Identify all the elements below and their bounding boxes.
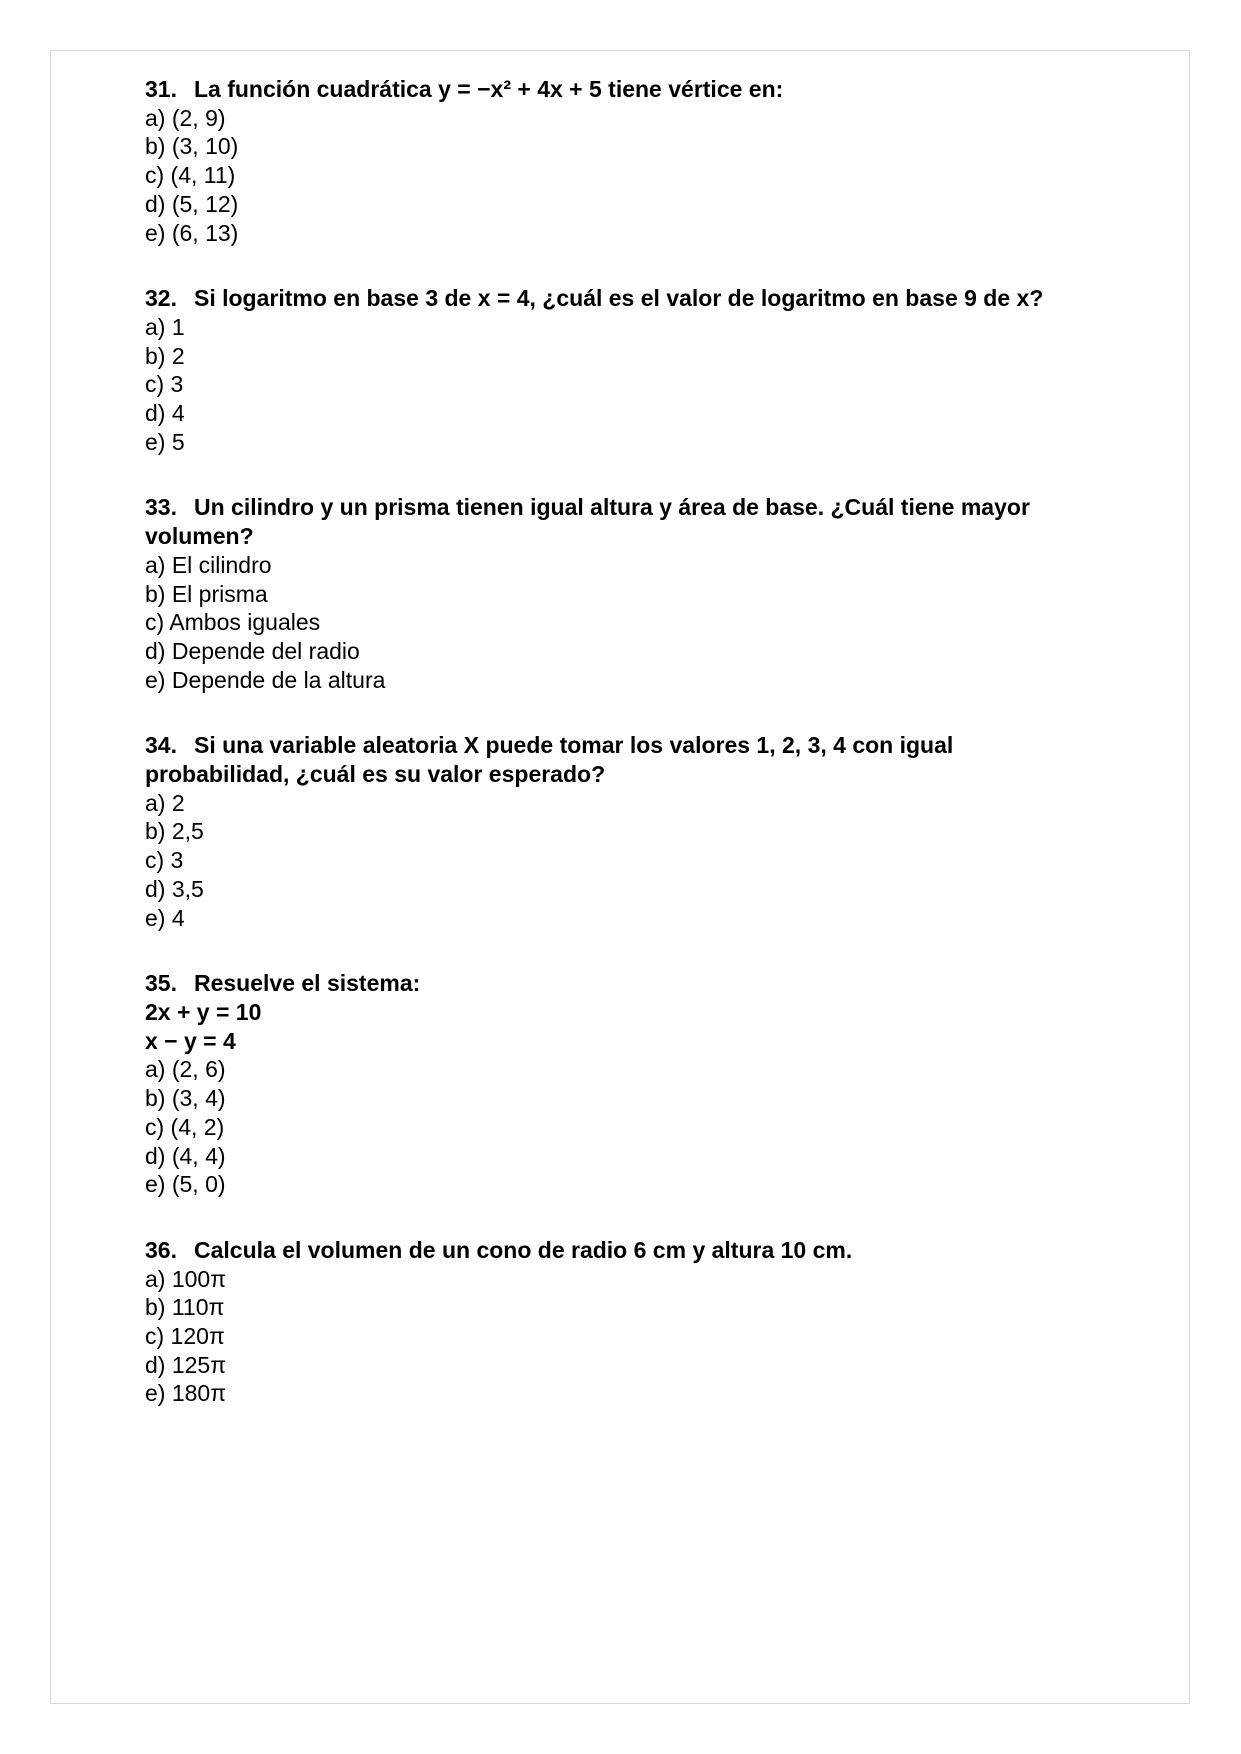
question-prompt-line: Si una variable aleatoria X puede tomar los valores 1, 2, 3, 4 con igual xyxy=(193,732,954,759)
option-line: e) (5, 0) xyxy=(145,1171,226,1198)
option-line: d) (5, 12) xyxy=(145,190,239,217)
equation-line: x − y = 4 xyxy=(145,1027,236,1054)
option-line: c) 3 xyxy=(145,371,184,398)
question-heading-line xyxy=(145,493,1169,522)
question-number: 34. xyxy=(145,732,177,759)
option-line: a) 2 xyxy=(145,789,185,816)
question-prompt-line: Resuelve el sistema: xyxy=(193,970,421,997)
document-page xyxy=(50,50,1190,1704)
option-line: d) 3,5 xyxy=(145,875,204,902)
question-prompt-line: La función cuadrática y = −x² + 4x + 5 tiene vértice en: xyxy=(193,76,784,102)
question-number: 36. xyxy=(145,1236,177,1263)
option-line: d) 4 xyxy=(145,400,185,427)
option-line: a) 100π xyxy=(145,1265,227,1292)
option-line: b) El prisma xyxy=(145,580,268,607)
question-number: 35. xyxy=(145,970,177,997)
question-prompt-line: volumen? xyxy=(145,523,254,550)
option-line: c) Ambos iguales xyxy=(145,609,321,636)
question-heading-line xyxy=(145,284,1169,313)
option-line: b) 2,5 xyxy=(145,818,204,845)
question-block xyxy=(145,284,1169,456)
option-line: c) 3 xyxy=(145,847,184,874)
option-line: c) 120π xyxy=(145,1323,225,1350)
question-number: 33. xyxy=(145,494,177,521)
question-number: 32. xyxy=(145,285,177,312)
option-line: a) (2, 6) xyxy=(145,1056,226,1083)
option-line: a) El cilindro xyxy=(145,551,272,578)
question-prompt-line: Un cilindro y un prisma tienen igual altura y área de base. ¿Cuál tiene mayor xyxy=(193,494,1030,521)
question-block xyxy=(145,969,1169,1199)
option-line: c) (4, 2) xyxy=(145,1113,225,1140)
question-block xyxy=(145,1236,1169,1408)
option-line: d) (4, 4) xyxy=(145,1142,226,1169)
question-block xyxy=(145,731,1169,932)
option-line: e) 5 xyxy=(145,428,185,455)
option-line: d) 125π xyxy=(145,1351,227,1378)
questions-list xyxy=(51,51,1189,1408)
equation-line: 2x + y = 10 xyxy=(145,998,262,1025)
option-line: a) (2, 9) xyxy=(145,104,226,131)
question-number: 31. xyxy=(145,76,177,102)
option-line: e) 4 xyxy=(145,904,185,931)
question-prompt-line: probabilidad, ¿cuál es su valor esperado? xyxy=(145,761,606,788)
question-heading-line xyxy=(145,969,1169,998)
question-block xyxy=(145,493,1169,694)
option-line: d) Depende del radio xyxy=(145,637,360,664)
question-heading-line xyxy=(145,1236,1169,1265)
option-line: a) 1 xyxy=(145,313,185,340)
option-line: b) 2 xyxy=(145,342,185,369)
question-heading-line xyxy=(145,731,1169,760)
question-prompt-line: Si logaritmo en base 3 de x = 4, ¿cuál es el valor de logaritmo en base 9 de x? xyxy=(193,285,1044,312)
option-line: e) (6, 13) xyxy=(145,219,239,246)
option-line: c) (4, 11) xyxy=(145,162,236,189)
option-line: b) (3, 10) xyxy=(145,133,239,160)
option-line: e) 180π xyxy=(145,1380,227,1407)
option-line: e) Depende de la altura xyxy=(145,666,386,693)
option-line: b) 110π xyxy=(145,1294,225,1321)
question-block xyxy=(145,75,1169,247)
question-prompt-line: Calcula el volumen de un cono de radio 6 cm y altura 10 cm. xyxy=(193,1236,853,1263)
option-line: b) (3, 4) xyxy=(145,1085,226,1112)
question-heading-line xyxy=(145,75,1169,104)
